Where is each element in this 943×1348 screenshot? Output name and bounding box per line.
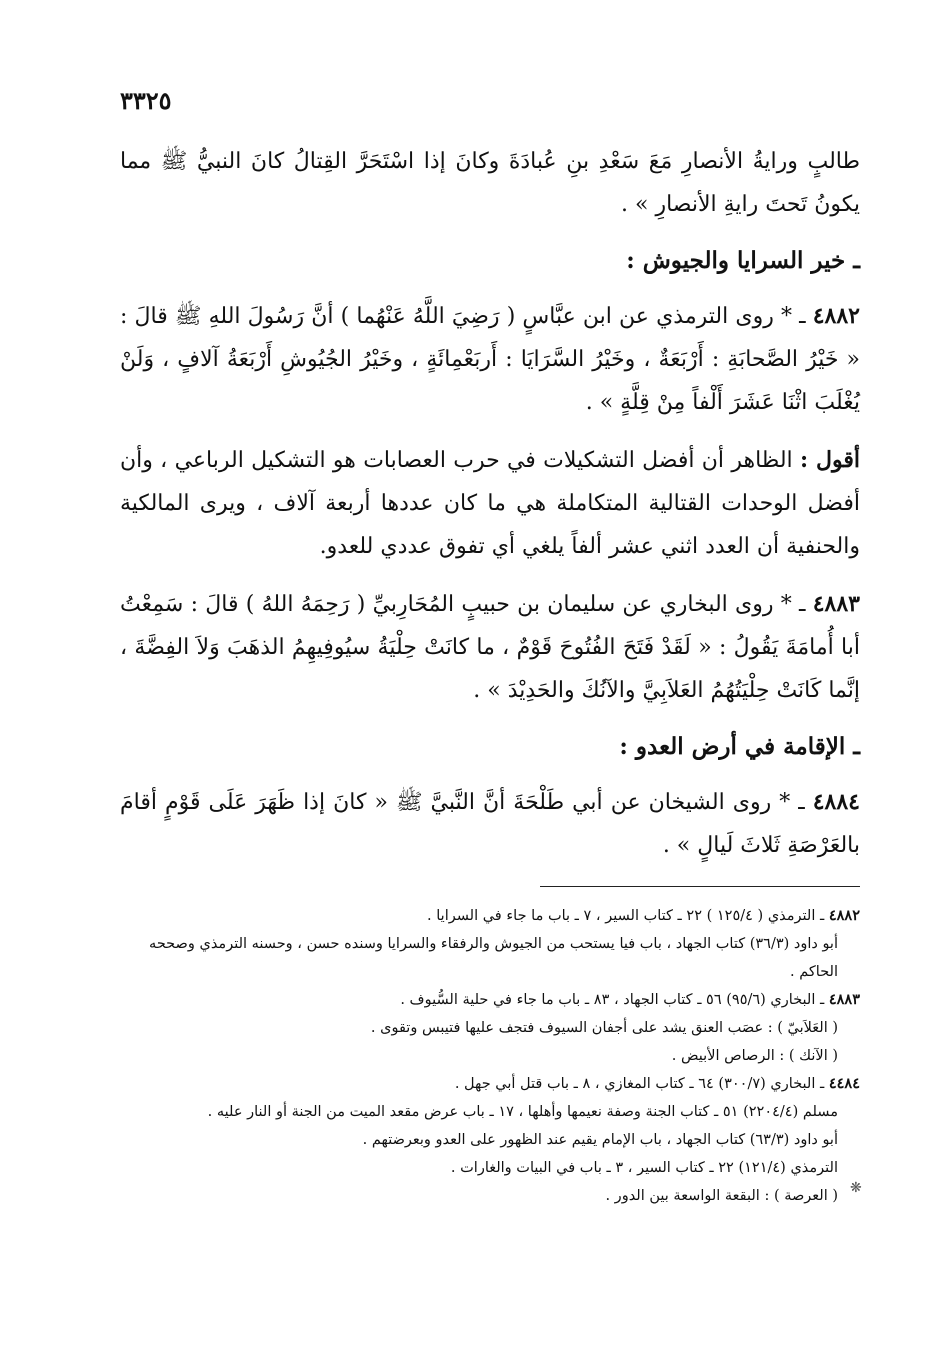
footnote-4883-main bbox=[120, 986, 860, 1014]
hadith-entry-4883 bbox=[120, 583, 860, 712]
section-heading-best-squadrons: ـ خير السرايا والجيوش : bbox=[626, 247, 860, 274]
scan-mark-icon: ❋ bbox=[850, 1180, 862, 1196]
section-heading-residence-enemy-land: ـ الإقامة في أرض العدو : bbox=[619, 733, 860, 760]
footnote-line: مسلم (٢٢٠٤/٤) ٥١ ـ كتاب الجنة وصفة نعيمها وأهلها ، ١٧ ـ باب عرض مقعد الميت من الجنة أو النار عليه . bbox=[207, 1104, 838, 1120]
footnotes bbox=[120, 902, 860, 1210]
footnote-number: ٤٨٨٢ bbox=[828, 907, 860, 924]
footnote-separator bbox=[540, 886, 860, 887]
comment-lead: أقول : bbox=[799, 447, 860, 473]
footnote-number: ٤٨٨٣ bbox=[828, 991, 860, 1008]
footnote-line: ( العَلاَبيّ ) : عصَب العنق يشد على أجفان السيوف فتجف عليها فتيبس وتقوى . bbox=[370, 1020, 838, 1036]
footnote-line: أبو داود (٦٣/٣) كتاب الجهاد ، باب الإمام يقيم عند الظهور على العدو وبعرضتهم . bbox=[362, 1132, 838, 1148]
footnote-4884-main bbox=[120, 1070, 860, 1098]
footnote-line: ( الآنك ) : الرصاص الأبيض . bbox=[671, 1048, 838, 1064]
page-number: ٣٣٢٥ bbox=[120, 86, 172, 115]
entry-number: ٤٨٨٤ bbox=[812, 789, 860, 815]
footnote-line: ـ البخاري (٣٠٠/٧) ٦٤ ـ كتاب المغازي ، ٨ ـ باب قتل أبي جهل . bbox=[454, 1076, 825, 1092]
entry-number: ٤٨٨٢ bbox=[812, 303, 860, 329]
entry-number: ٤٨٨٣ bbox=[812, 591, 860, 617]
hadith-entry-4882 bbox=[120, 295, 860, 424]
footnote-line: ـ الترمذي ( ١٢٥/٤ ) ٢٢ ـ كتاب السير ، ٧ ـ باب ما جاء في السرايا . bbox=[427, 908, 825, 924]
entry-text: ـ * روى الترمذي عن ابن عبَّاسٍ ( رَضِيَ اللَّهُ عَنْهُما ) أنَّ رَسُولَ اللهِ ﷺ قالَ : « خَيْرُ الصَّحابَةِ : أَرْبَعَةٌ ، وخَيْرُ السَّرَايَا : أَربَعْمِائَةٍ ، وخَيْرُ الجُيُوشِ أَرْبَعَةُ آلافٍ ، وَلَنْ يُغْلَبَ اثْنَا عَشَرَ أَلْفاً مِنْ قِلَّةٍ » . bbox=[120, 304, 860, 415]
main-text bbox=[120, 140, 860, 882]
footnote-line: الترمذي (١٢١/٤) ٢٢ ـ كتاب السير ، ٣ ـ باب في البيات والغارات . bbox=[450, 1160, 838, 1176]
comment-text: الظاهر أن أفضل التشكيلات في حرب العصابات هو التشكيل الرباعي ، وأن أفضل الوحدات القتالية المتكاملة هي ما كان عددها أربعة آلاف ، ويرى المالكية والحنفية أن العدد اثني عشر ألفاً يلغي أي تفوق عددي للعدو. bbox=[120, 448, 860, 559]
footnote-4882-main bbox=[120, 902, 860, 930]
hadith-entry-4884 bbox=[120, 781, 860, 867]
footnote-line: ( العرصة ) : البقعة الواسعة بين الدور . bbox=[605, 1188, 838, 1204]
footnote-line: أبو داود (٣٦/٣) كتاب الجهاد ، باب فيا يستحب من الجيوش والرفقاء والسرايا وسنده حسن ، وحسنه الترمذي وصححه الحاكم . bbox=[149, 936, 838, 980]
footnote-number: ٤٤٨٤ bbox=[828, 1075, 860, 1092]
entry-text: ـ * روى الشيخان عن أبي طَلْحَةَ أنَّ النَّبيَّ ﷺ « كانَ إذا ظَهَرَ عَلَى قَوْمٍ أقامَ بالعَرْصَةِ ثَلاثَ لَيالٍ » . bbox=[120, 790, 860, 858]
entry-text: ـ * روى البخاري عن سليمان بن حبيبٍ المُحَارِبيِّ ( رَحِمَهُ اللهُ ) قالَ : سَمِعْتُ أبا أُمامَةَ يَقُولُ : « لَقَدْ فَتَحَ الفُتُوحَ قَوْمٌ ، ما كانَتْ حِلْيَةُ سيُوفِيهِمُ الذهَبَ وَلاَ الفِضَّةَ ، إنَّما كَانَتْ حِلْيَتُهُمُ العَلاَبِيَّ والآنُكَ والحَدِيْدَ » . bbox=[120, 592, 860, 703]
author-comment bbox=[120, 439, 860, 568]
continuation-paragraph: طالبٍ ورايةُ الأنصارِ مَعَ سَعْدِ بنِ عُبادَةَ وكانَ إذا اسْتَحَرَّ القِتالُ كانَ النبيُّ ﷺ مما يكونُ تَحتَ رايةِ الأنصارِ » . bbox=[120, 149, 860, 217]
footnote-line: ـ البخاري (٩٥/٦) ٥٦ ـ كتاب الجهاد ، ٨٣ ـ باب ما جاء في حلية السُّيوف . bbox=[400, 992, 825, 1008]
